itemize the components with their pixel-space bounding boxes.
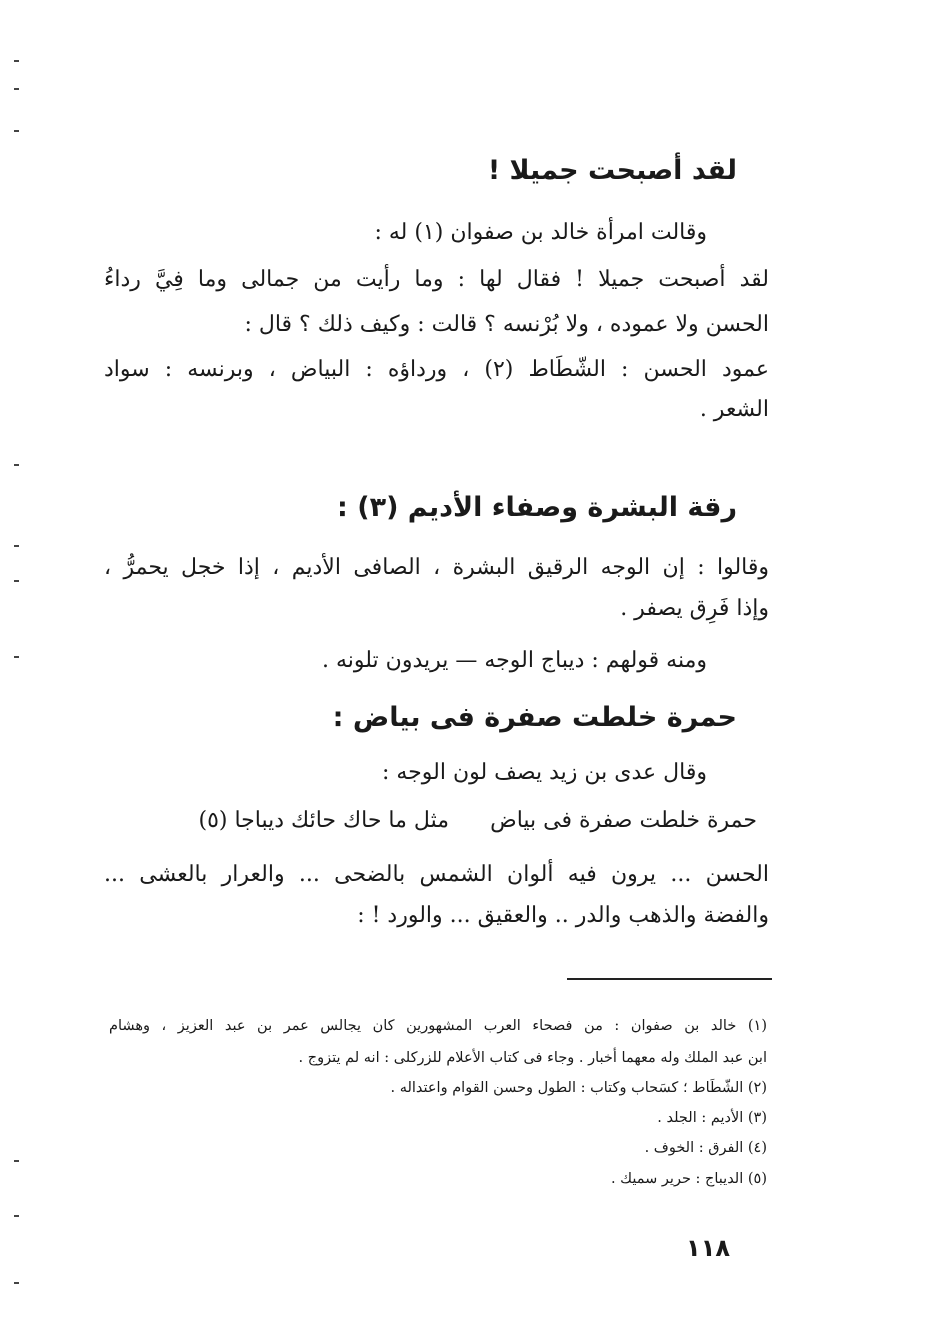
footnote-line: (٢) الشّطَاط ؛ كسَحاب وكتاب : الطول وحسن القوام واعتداله . [390, 1080, 767, 1096]
footnote-separator [567, 978, 772, 980]
footnote-line: ابن عبد الملك وله معهما أخبار . وجاء فى كتاب الأعلام للزركلى : انه لم يتزوج . [298, 1050, 767, 1066]
paragraph-line: الحسن ولا عموده ، ولا بُرْنسه ؟ قالت : وكيف ذلك ؟ قال : [244, 312, 769, 337]
paragraph-line: وإذا فَرِق يصفر . [620, 596, 769, 621]
paragraph-line: الحسن ... يرون فيه ألوان الشمس بالضحى ... والعرار بالعشى ... [104, 862, 769, 887]
scan-mark [14, 545, 19, 547]
scan-mark [14, 60, 19, 62]
scan-mark [14, 1282, 19, 1284]
scan-mark [14, 130, 19, 132]
verse-first-hemistich: حمرة خلطت صفرة فى بياض [490, 808, 757, 833]
footnote-line: (٣) الأديم : الجلد . [657, 1110, 767, 1126]
footnote-line: (١) خالد بن صفوان : من فصحاء العرب المشهورين كان يجالس عمر بن عبد العزيز ، وهشام [109, 1018, 767, 1034]
scan-mark [14, 1160, 19, 1162]
section-heading-3: حمرة خلطت صفرة فى بياض : [332, 702, 737, 733]
page-number: ١١٨ [686, 1234, 730, 1262]
paragraph-line: عمود الحسن : الشّطَاط (٢) ، ورداؤه : البياض ، وبرنسه : سواد [104, 357, 769, 382]
section-heading-1: لقد أصبحت جميلا ! [487, 155, 737, 186]
scan-mark [14, 580, 19, 582]
paragraph-line: وقالوا : إن الوجه الرقيق البشرة ، الصافى الأديم ، إذا خجل يحمرُّ ، [104, 555, 769, 580]
footnote-line: (٤) الفرق : الخوف . [644, 1140, 767, 1156]
scan-mark [14, 464, 19, 466]
paragraph-line: لقد أصبحت جميلا ! فقال لها : وما رأيت من جمالى وما فِيَّ رداءُ [104, 267, 769, 292]
scan-mark [14, 656, 19, 658]
verse-intro: وقال عدى بن زيد يصف لون الوجه : [381, 760, 707, 785]
paragraph-line: الشعر . [699, 397, 769, 422]
scan-mark [14, 1215, 19, 1217]
scan-mark [14, 88, 19, 90]
paragraph-line: والفضة والذهب والدر .. والعقيق ... والورد ! : [357, 903, 769, 928]
paragraph-line: وقالت امرأة خالد بن صفوان (١) له : [374, 220, 707, 245]
verse-second-hemistich: مثل ما حاك حائك ديباجا (٥) [198, 808, 449, 833]
footnote-line: (٥) الديباج : حرير سميك . [610, 1171, 767, 1187]
section-heading-2: رقة البشرة وصفاء الأديم (٣) : [337, 492, 737, 523]
paragraph-line: ومنه قولهم : ديباج الوجه — يريدون تلونه . [322, 648, 707, 673]
